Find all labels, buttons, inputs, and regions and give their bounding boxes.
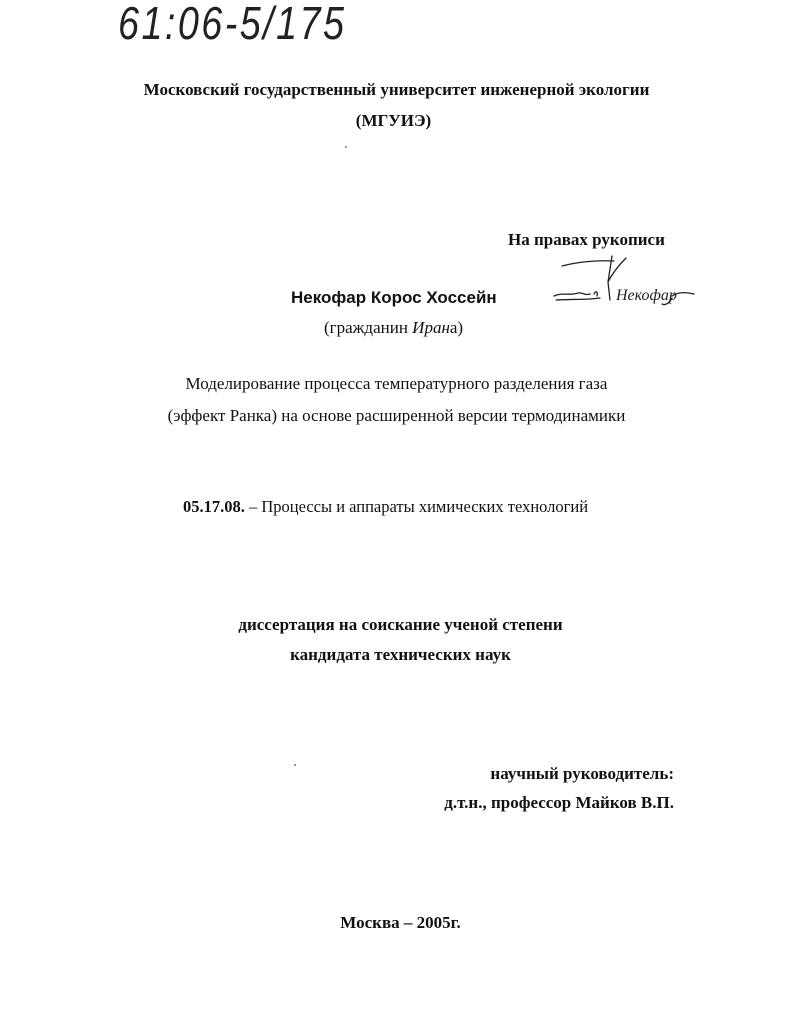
university-name: Московский государственный университет инженерной экологии xyxy=(143,80,650,99)
author-signature xyxy=(552,252,697,320)
specialty-code: 05.17.08. xyxy=(183,497,245,516)
signature-handwriting: Некофар xyxy=(616,287,677,304)
citizenship-suffix: а) xyxy=(449,318,464,337)
citizenship-prefix: (гражданин xyxy=(324,318,413,337)
specialty xyxy=(183,497,588,517)
degree-line-2: кандидата технических наук xyxy=(290,645,511,664)
dissertation-title-line-1: Моделирование процесса температурного разделения газа xyxy=(185,374,608,393)
supervisor-name: д.т.н., профессор Майков В.П. xyxy=(444,793,674,812)
archive-stamp: 61:06-5/175 xyxy=(118,0,347,49)
dissertation-title-line-2: (эффект Ранка) на основе расширенной версии термодинамики xyxy=(167,406,626,425)
author-name: Некофар Корос Хоссейн xyxy=(291,288,497,307)
supervisor-label: научный руководитель: xyxy=(490,764,674,783)
degree-line-1: диссертация на соискание ученой степени xyxy=(238,615,563,634)
scan-speck xyxy=(345,146,347,148)
scan-speck xyxy=(294,764,296,766)
citizenship-country: Иран xyxy=(412,318,450,337)
rights-note: На правах рукописи xyxy=(508,230,665,249)
author-citizenship xyxy=(324,318,463,338)
university-abbreviation: (МГУИЭ) xyxy=(355,111,432,130)
specialty-name: – Процессы и аппараты химических технологий xyxy=(244,497,589,516)
city-year: Москва – 2005г. xyxy=(340,913,461,932)
